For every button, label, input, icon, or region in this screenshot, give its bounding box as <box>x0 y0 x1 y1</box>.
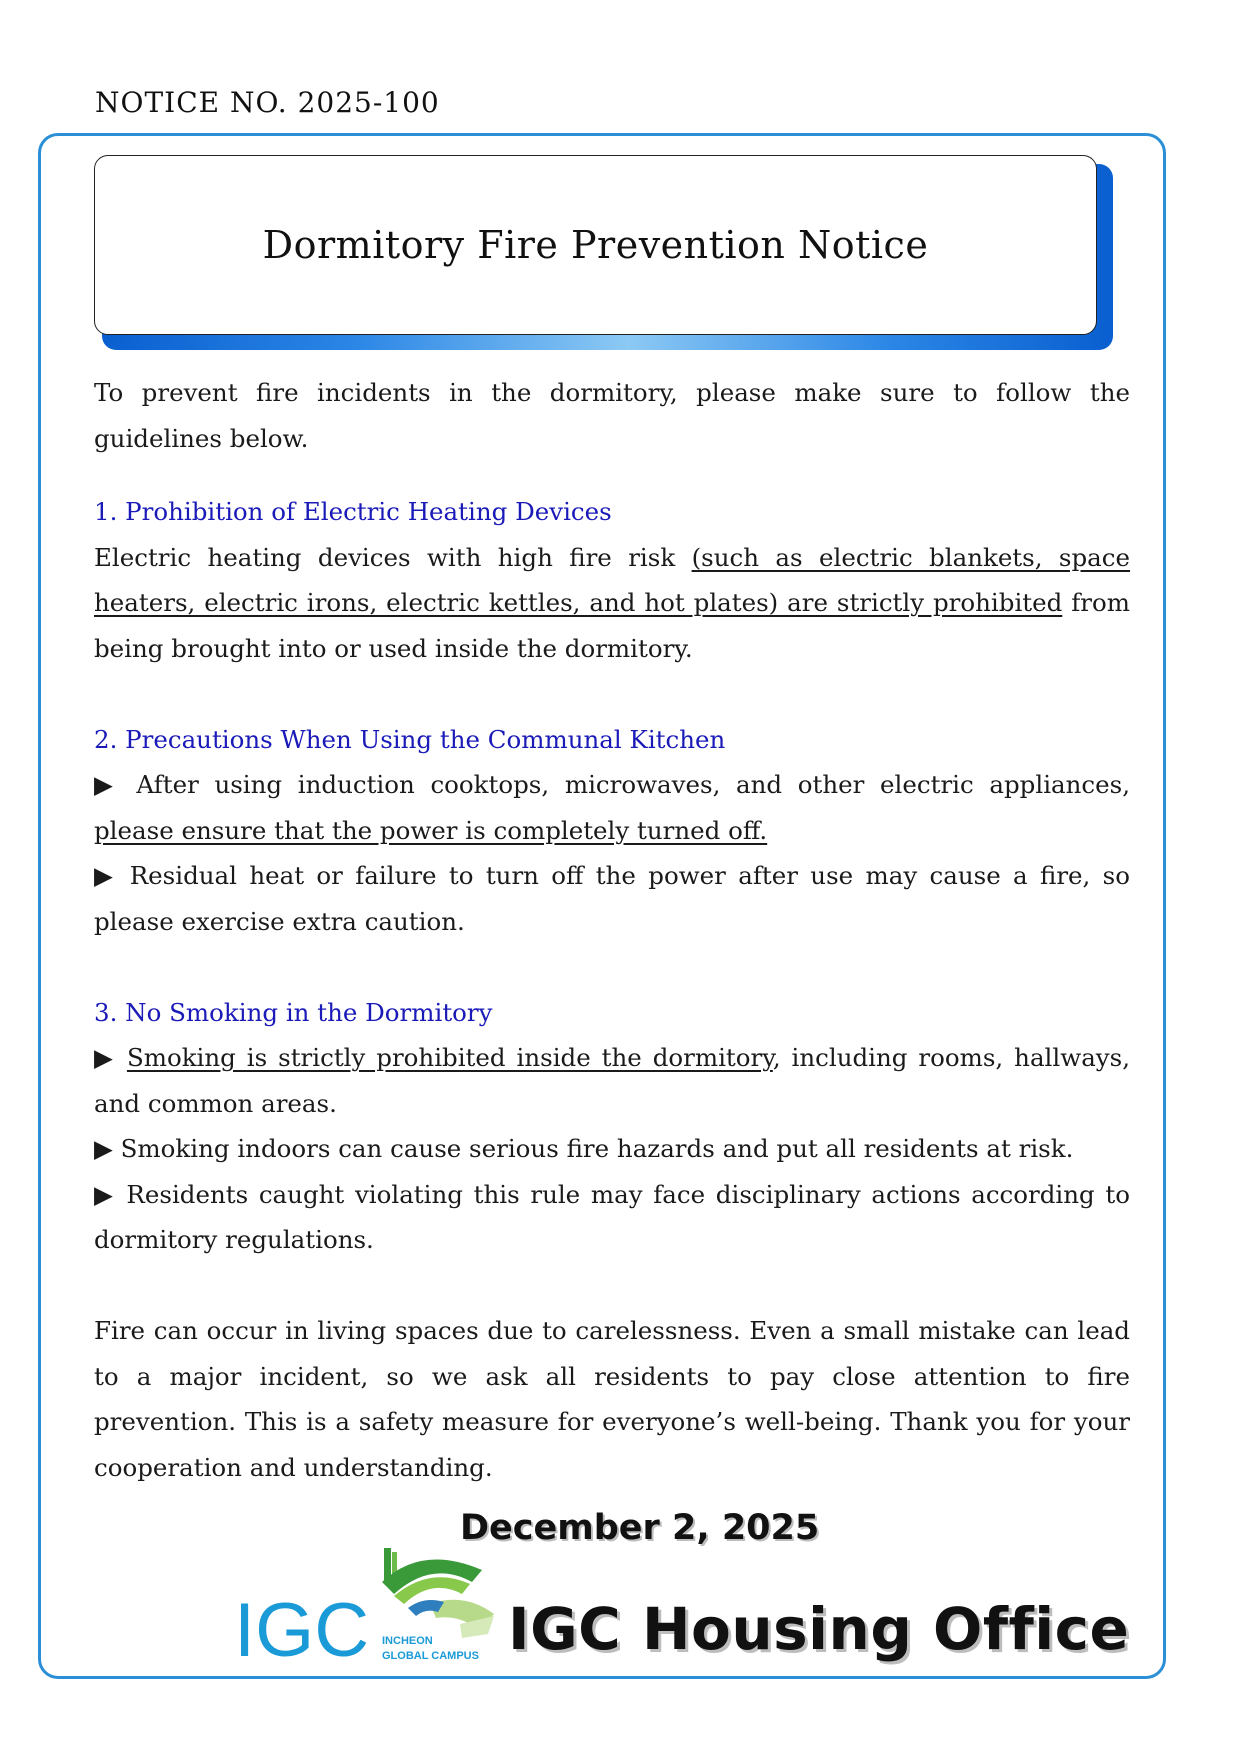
section-1-text-before: Electric heating devices with high fire risk <box>94 542 692 572</box>
section-2-heading: 2. Precautions When Using the Communal Kitchen <box>94 724 726 754</box>
section-2-bullet-1 <box>94 762 1130 853</box>
housing-office-signature: IGC Housing Office <box>508 1595 1130 1663</box>
section-1-underlined-text: (such as electric blankets, space heaters, electric irons, electric kettles, and hot plates) are strictly prohibited <box>94 542 1131 617</box>
page-title: Dormitory Fire Prevention Notice <box>262 223 929 267</box>
section-3-bullet-3: ▶ Residents caught violating this rule may face disciplinary actions according to dormitory regulations. <box>94 1179 1130 1254</box>
section-2-bullet-1-text: ▶ After using induction cooktops, microwaves, and other electric appliances, <box>94 770 1130 799</box>
igc-logo <box>232 1538 502 1668</box>
section-1-text-after: from being brought into or used inside the dormitory. <box>94 588 1130 663</box>
section-2-bullet-1-underlined: please ensure that the power is completely turned off. <box>94 815 768 845</box>
section-3-heading: 3. No Smoking in the Dormitory <box>94 997 493 1027</box>
section-3-bullet-1 <box>94 1035 1130 1126</box>
intro-paragraph: To prevent fire incidents in the dormitory, please make sure to follow the guidelines below. <box>94 378 1130 453</box>
section-2-bullet-2: ▶ Residual heat or failure to turn off the power after use may cause a fire, so please exercise extra caution. <box>94 861 1130 936</box>
section-3-bullet-1-underlined: Smoking is strictly prohibited inside the dormitory <box>126 1043 773 1072</box>
notice-body <box>94 370 1130 1490</box>
section-1-paragraph <box>94 535 1130 672</box>
notice-number: NOTICE NO. 2025-100 <box>95 86 440 119</box>
logo-line-1: INCHEON <box>382 1635 433 1647</box>
section-1-heading: 1. Prohibition of Electric Heating Devices <box>94 497 612 526</box>
logo-mark: IGC <box>234 1588 370 1668</box>
notice-date: December 2, 2025 <box>460 1508 820 1548</box>
campus-building-icon <box>382 1548 494 1638</box>
section-3-bullet-2: ▶ Smoking indoors can cause serious fire hazards and put all residents at risk. <box>94 1134 1074 1163</box>
igc-logo-graphic <box>232 1538 502 1668</box>
title-box <box>94 155 1097 335</box>
section-3-bullet-1-text: , including rooms, hallways, and common areas. <box>94 1043 1130 1118</box>
closing-paragraph: Fire can occur in living spaces due to carelessness. Even a small mistake can lead to a major incident, so we ask all residents to pay close attention to fire prevention. This is a safety measure for everyone’s well-being. Thank you for your cooperation and understanding. <box>94 1316 1130 1482</box>
section-3-bullet-1-marker: ▶ <box>94 1043 127 1072</box>
logo-line-2: GLOBAL CAMPUS <box>382 1650 479 1662</box>
